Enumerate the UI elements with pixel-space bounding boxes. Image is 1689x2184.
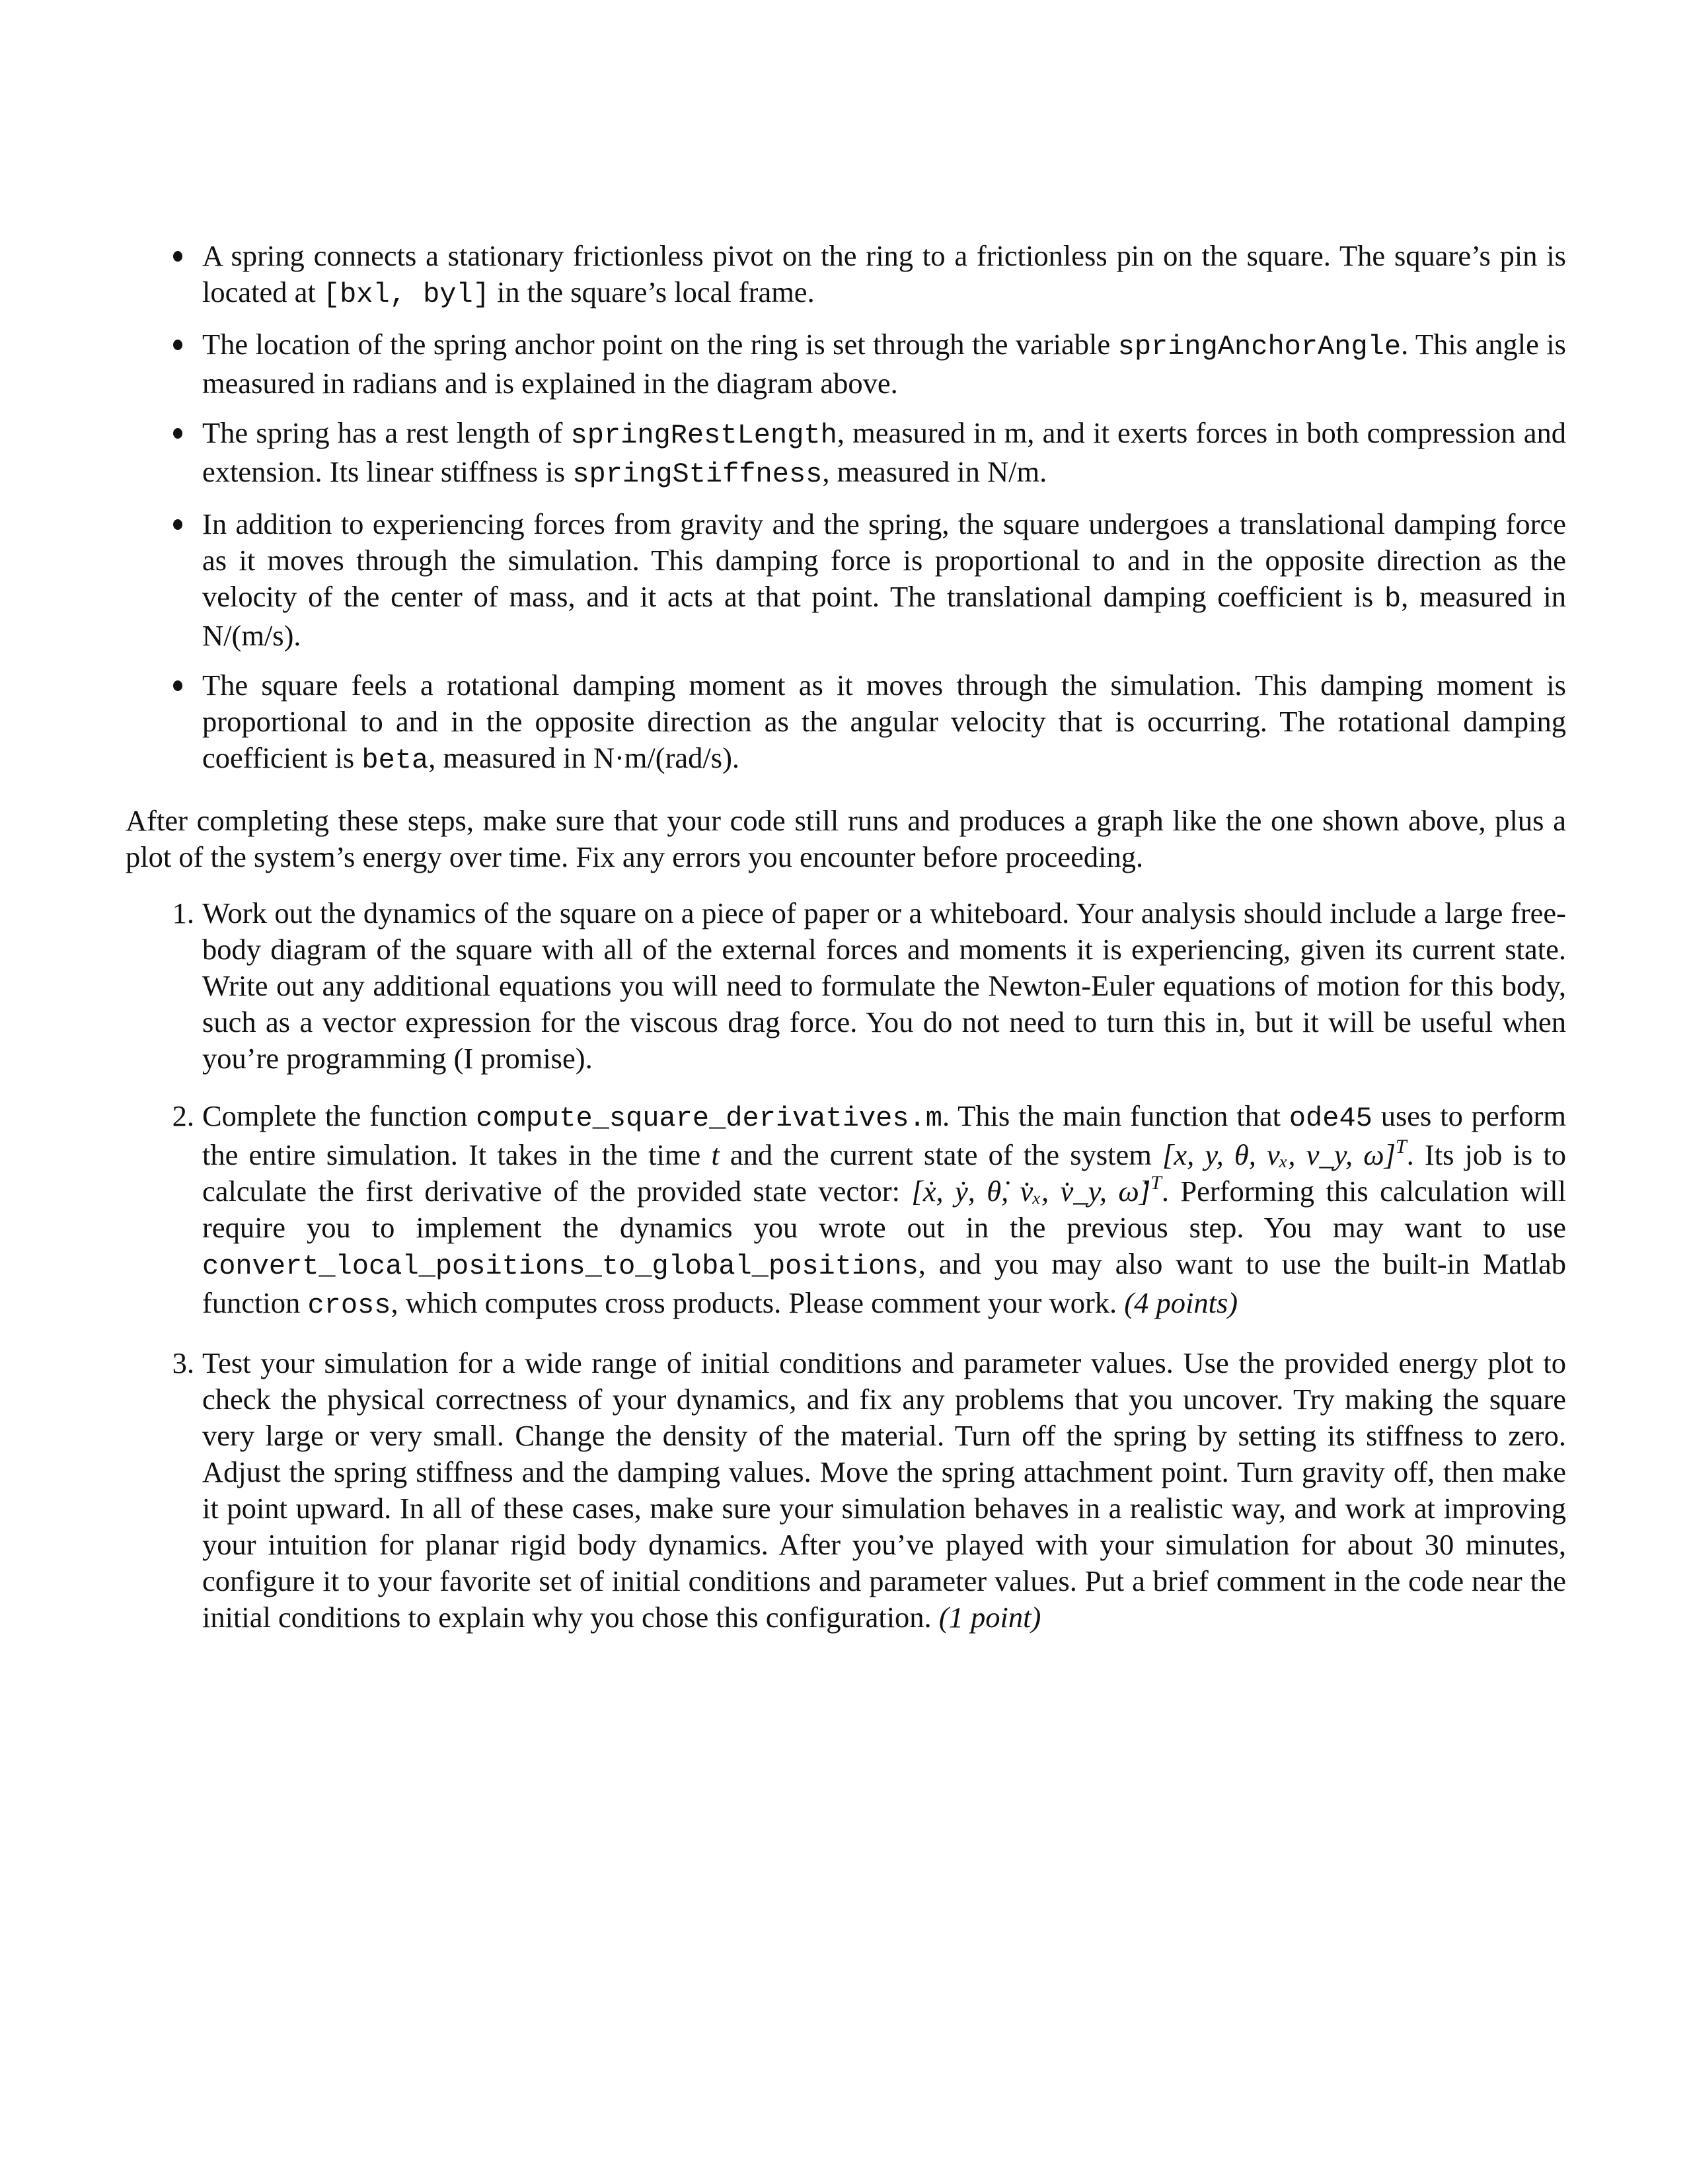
page-content (126, 238, 1566, 1657)
body-text: The spring has a rest length of (202, 416, 571, 449)
body-text: , which computes cross products. Please comment your work. (391, 1286, 1125, 1319)
math-expression: t (711, 1138, 720, 1171)
body-text: . This angle is measured in radians and is explained in the diagram above. (202, 328, 1566, 400)
body-text: in the square’s local frame. (489, 275, 815, 309)
bullet-icon (173, 251, 182, 262)
code-identifier: b (1384, 583, 1402, 615)
body-text: The location of the spring anchor point on the ring is set through the variable (202, 328, 1118, 361)
bullet-icon (173, 428, 182, 439)
math-expression: [ẋ, ẏ, θ̇, v̇ₓ, v̇_y, ω̇] (911, 1175, 1151, 1208)
body-text: , and you may also want to use the built-in Matlab function (202, 1247, 1566, 1319)
task-steps-list (126, 895, 1566, 1636)
code-identifier: compute_square_derivatives.m (476, 1103, 942, 1134)
body-text: Work out the dynamics of the square on a piece of paper or a whiteboard. Your analysis should include a large free-body diagram of the square with all of the external forces and moments it is experiencing, given its current state. Write out any additional equations you will need to formulate the Newton-Euler equations of motion for this body, such as a vector expression for the viscous drag force. You do not need to turn this in, but it will be useful when you’re programming (I promise). (202, 896, 1566, 1075)
points-label: (1 point) (938, 1601, 1041, 1634)
step-item (126, 1098, 1566, 1324)
step-item (126, 895, 1566, 1077)
code-identifier: beta (361, 745, 429, 776)
code-identifier: springRestLength (570, 419, 837, 451)
bullet-icon (173, 680, 182, 691)
body-text: Complete the function (202, 1099, 476, 1132)
body-text: Test your simulation for a wide range of initial conditions and parameter values. Use the provided energy plot to check the physical correctness of your dynamics, and fix any problems that you uncover. Try making the square very large or very small. Change the density of the material. Turn off the spring by setting its stiffness to zero. Adjust the spring stiffness and the damping values. Move the spring attachment point. Turn gravity off, then make it point upward. In all of these cases, make sure your simulation behaves in a realistic way, and work at improving your intuition for planar rigid body dynamics. After you’ve played with your simulation for about 30 minutes, configure it to your favorite set of initial conditions and parameter values. Put a brief comment in the code near the initial conditions to explain why you chose this configuration. (202, 1346, 1566, 1634)
bullet-item (126, 415, 1566, 493)
code-identifier: convert_local_positions_to_global_positions (202, 1251, 919, 1282)
bullet-item (126, 238, 1566, 313)
body-text: , measured in N/(m/s). (202, 580, 1566, 652)
body-text: , measured in m, and it exerts forces in both compression and extension. Its linear stiffness is (202, 416, 1566, 488)
math-superscript: T (1150, 1172, 1162, 1194)
code-identifier: ode45 (1289, 1103, 1372, 1134)
step-number: 2. (172, 1099, 194, 1132)
body-text: A spring connects a stationary frictionless pivot on the ring to a frictionless pin on the square. The square’s pin is located at (202, 239, 1566, 309)
bullet-item (126, 326, 1566, 402)
body-text: uses to perform the entire simulation. It takes in the time (202, 1099, 1566, 1171)
step-item (126, 1345, 1566, 1636)
body-text: After completing these steps, make sure that your code still runs and produces a graph like the one shown above, plus a plot of the system’s energy over time. Fix any errors you encounter before proceeding. (126, 804, 1566, 873)
points-label: (4 points) (1124, 1286, 1238, 1319)
bullet-icon (173, 519, 182, 530)
code-identifier: springStiffness (572, 458, 823, 490)
requirements-bullet-list (126, 238, 1566, 779)
bullet-item (126, 506, 1566, 654)
step-number: 1. (172, 896, 194, 929)
body-text: , measured in N·m/(rad/s). (428, 741, 740, 774)
bullet-item (126, 667, 1566, 779)
code-identifier: cross (307, 1290, 391, 1321)
body-text: . This the main function that (942, 1099, 1289, 1132)
body-text: . Its job is to calculate the first derivative of the provided state vector: (202, 1138, 1566, 1208)
code-identifier: springAnchorAngle (1117, 331, 1402, 363)
code-identifier: [bxl, byl] (322, 279, 490, 310)
bullet-icon (173, 340, 182, 350)
body-text: . Performing this calculation will require you to implement the dynamics you wrote out in the previous step. You may want to use (202, 1175, 1566, 1244)
math-expression: [x, y, θ, vₓ, v_y, ω] (1162, 1138, 1396, 1171)
math-superscript: T (1395, 1136, 1407, 1157)
body-text: In addition to experiencing forces from gravity and the spring, the square undergoes a translational damping force as it moves through the simulation. This damping force is proportional to and in the opposite direction as the velocity of the center of mass, and it acts at that point. The translational damping coefficient is (202, 507, 1566, 613)
step-number: 3. (172, 1346, 194, 1379)
body-text: The square feels a rotational damping moment as it moves through the simulation. This damping moment is proportional to and in the opposite direction as the angular velocity that is occurring. The rotational damping coefficient is (202, 669, 1566, 774)
body-text: and the current state of the system (719, 1138, 1163, 1171)
body-text: , measured in N/m. (822, 455, 1047, 488)
instructions-paragraph (126, 803, 1566, 875)
